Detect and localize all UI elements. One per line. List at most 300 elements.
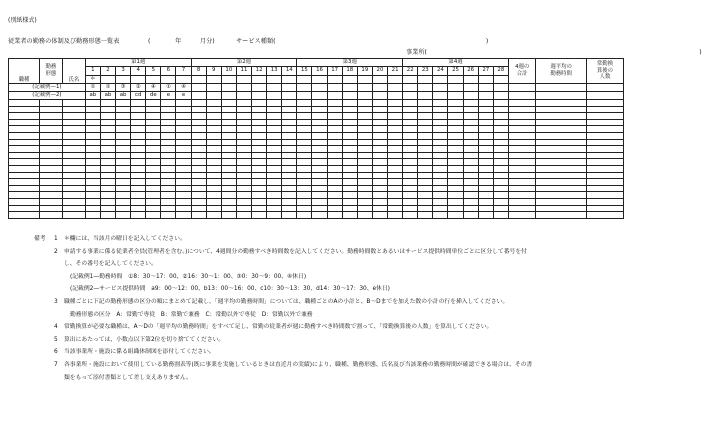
table-row	[9, 132, 624, 139]
shift-cell	[252, 152, 267, 159]
fte-cell	[586, 84, 623, 92]
shift-cell	[357, 106, 372, 113]
shift-cell	[478, 192, 493, 199]
shift-cell	[100, 126, 115, 133]
shift-cell	[100, 179, 115, 186]
shift-cell	[403, 106, 418, 113]
shift-cell	[388, 152, 403, 159]
shift-cell	[327, 113, 342, 120]
shift-cell	[403, 192, 418, 199]
weekly-avg-cell	[536, 205, 586, 212]
shift-cell	[100, 146, 115, 153]
day-of-week-cell	[236, 76, 251, 84]
shift-cell	[206, 132, 221, 139]
day-of-week-cell	[357, 76, 372, 84]
shift-cell	[327, 84, 342, 92]
shift-cell	[146, 106, 161, 113]
job-cell	[9, 146, 40, 153]
shift-cell: e	[161, 92, 176, 100]
shift-cell	[357, 165, 372, 172]
work-type-cell	[39, 159, 62, 166]
shift-cell	[116, 159, 131, 166]
day-number-19: 19	[357, 67, 372, 76]
shift-cell	[221, 179, 236, 186]
shift-cell	[448, 159, 463, 166]
shift-cell	[493, 159, 508, 166]
shift-cell	[282, 146, 297, 153]
note-line: し、その番号を記入してください。	[64, 261, 157, 268]
table-row	[9, 185, 624, 192]
weekly-avg-cell	[536, 198, 586, 205]
shift-cell	[131, 185, 146, 192]
day-number-2: 2	[100, 67, 115, 76]
shift-cell	[312, 159, 327, 166]
shift-cell	[236, 212, 251, 219]
table-row	[9, 165, 624, 172]
shift-cell	[146, 192, 161, 199]
day-number-23: 23	[418, 67, 433, 76]
week-header-2: 第2週	[191, 59, 297, 67]
job-cell	[9, 119, 40, 126]
shift-cell	[161, 198, 176, 205]
shift-cell	[493, 126, 508, 133]
shift-cell	[493, 198, 508, 205]
shift-cell	[297, 119, 312, 126]
shift-cell	[403, 185, 418, 192]
job-cell	[9, 212, 40, 219]
day-of-week-cell	[146, 76, 161, 84]
shift-cell	[252, 205, 267, 212]
shift-cell	[221, 119, 236, 126]
shift-cell	[312, 92, 327, 100]
week-header-4: 第4週	[403, 59, 509, 67]
day-number-22: 22	[403, 67, 418, 76]
shift-cell	[448, 205, 463, 212]
shift-cell	[282, 179, 297, 186]
shift-cell	[388, 198, 403, 205]
shift-cell	[357, 205, 372, 212]
day-number-20: 20	[372, 67, 387, 76]
shift-cell	[297, 179, 312, 186]
shift-cell	[372, 172, 387, 179]
work-type-cell	[39, 113, 62, 120]
day-number-25: 25	[448, 67, 463, 76]
day-number-11: 11	[236, 67, 251, 76]
total-cell	[508, 146, 536, 153]
shift-cell	[372, 205, 387, 212]
shift-cell: ③	[116, 84, 131, 92]
shift-cell	[146, 119, 161, 126]
shift-cell	[478, 132, 493, 139]
shift-cell	[236, 139, 251, 146]
name-cell	[62, 126, 85, 133]
note-line: 常勤換算が必要な職種は、A～Dの「週平均の勤務時間」をすべて足し、常勤の従業者が週に勤務すべき時間数で割って、「常勤換算後の人数」を算出してください。	[64, 324, 493, 331]
table-row	[9, 126, 624, 133]
fte-cell	[586, 192, 623, 199]
shift-cell	[116, 126, 131, 133]
shift-cell	[267, 205, 282, 212]
shift-cell	[131, 172, 146, 179]
note-line: 職種ごとに下記の勤務形態の区分の順にまとめて記載し、「週平均の勤務時間」については、職種ごとのAの小計と、B～Dまでを加えた数の小計の行を挿入してください。	[64, 299, 509, 305]
shift-cell	[418, 165, 433, 172]
shift-cell	[161, 159, 176, 166]
shift-cell	[146, 152, 161, 159]
shift-cell	[297, 212, 312, 219]
shift-cell	[463, 146, 478, 153]
shift-cell	[176, 139, 191, 146]
work-type-cell	[39, 126, 62, 133]
job-cell	[9, 152, 40, 159]
shift-cell	[221, 146, 236, 153]
shift-cell	[327, 146, 342, 153]
shift-cell	[342, 185, 357, 192]
shift-cell	[312, 185, 327, 192]
shift-cell	[252, 172, 267, 179]
shift-cell	[403, 159, 418, 166]
table-row	[9, 119, 624, 126]
shift-cell	[100, 106, 115, 113]
day-number-21: 21	[388, 67, 403, 76]
shift-cell	[403, 165, 418, 172]
total-cell	[508, 92, 536, 100]
shift-cell	[433, 106, 448, 113]
shift-cell	[493, 106, 508, 113]
shift-cell	[327, 159, 342, 166]
total-cell	[508, 100, 536, 107]
shift-cell	[85, 113, 100, 120]
job-cell	[9, 165, 40, 172]
shift-cell	[478, 139, 493, 146]
shift-cell	[448, 165, 463, 172]
shift-cell	[403, 100, 418, 107]
table-row	[9, 113, 624, 120]
shift-cell	[221, 100, 236, 107]
shift-cell	[327, 119, 342, 126]
shift-cell	[372, 146, 387, 153]
shift-cell	[357, 198, 372, 205]
shift-cell	[342, 84, 357, 92]
total-cell	[508, 113, 536, 120]
weekly-avg-cell	[536, 192, 586, 199]
weekly-avg-cell	[536, 152, 586, 159]
shift-cell	[116, 172, 131, 179]
shift-cell	[206, 139, 221, 146]
work-type-cell	[39, 192, 62, 199]
shift-cell	[146, 126, 161, 133]
work-type-cell	[39, 172, 62, 179]
shift-cell	[357, 100, 372, 107]
shift-cell	[221, 212, 236, 219]
total-cell	[508, 132, 536, 139]
shift-cell	[191, 146, 206, 153]
shift-cell	[478, 100, 493, 107]
weekly-avg-cell	[536, 92, 586, 100]
table-row	[9, 159, 624, 166]
weekly-avg-cell	[536, 113, 586, 120]
shift-cell	[433, 84, 448, 92]
shift-cell	[100, 113, 115, 120]
shift-cell	[327, 212, 342, 219]
shift-cell	[282, 172, 297, 179]
shift-cell	[116, 139, 131, 146]
day-number-10: 10	[221, 67, 236, 76]
shift-cell	[161, 119, 176, 126]
day-of-week-cell	[342, 76, 357, 84]
day-of-week-cell	[282, 76, 297, 84]
job-cell	[9, 192, 40, 199]
shift-cell	[146, 205, 161, 212]
note-number: 7	[54, 362, 58, 368]
shift-cell	[161, 179, 176, 186]
shift-cell	[433, 172, 448, 179]
fte-cell	[586, 159, 623, 166]
shift-cell	[206, 179, 221, 186]
shift-cell	[388, 179, 403, 186]
shift-cell	[418, 185, 433, 192]
shift-cell	[221, 192, 236, 199]
day-of-week-cell	[267, 76, 282, 84]
shift-cell	[478, 113, 493, 120]
shift-cell	[418, 172, 433, 179]
shift-cell	[388, 126, 403, 133]
shift-cell	[418, 113, 433, 120]
shift-cell	[342, 139, 357, 146]
shift-cell	[131, 100, 146, 107]
shift-cell	[463, 132, 478, 139]
shift-cell	[388, 106, 403, 113]
day-of-week-cell	[448, 76, 463, 84]
weekly-avg-cell	[536, 126, 586, 133]
shift-cell	[282, 159, 297, 166]
shift-cell	[176, 132, 191, 139]
shift-cell	[448, 192, 463, 199]
shift-cell	[206, 100, 221, 107]
shift-cell	[372, 92, 387, 100]
shift-cell	[176, 119, 191, 126]
shift-cell	[206, 126, 221, 133]
shift-cell	[448, 119, 463, 126]
shift-cell	[403, 179, 418, 186]
shift-cell	[85, 179, 100, 186]
col-header-work-type: 勤務 形態	[39, 59, 62, 84]
weekly-avg-cell	[536, 146, 586, 153]
form-title: 従業者の勤務の体制及び勤務形態一覧表	[8, 38, 120, 45]
shift-cell	[146, 212, 161, 219]
shift-cell	[493, 172, 508, 179]
shift-cell	[418, 146, 433, 153]
shift-cell	[85, 185, 100, 192]
shift-cell	[252, 212, 267, 219]
shift-cell: ①	[100, 84, 115, 92]
shift-cell	[191, 185, 206, 192]
shift-cell	[267, 100, 282, 107]
shift-cell	[206, 84, 221, 92]
shift-cell	[403, 139, 418, 146]
shift-cell	[191, 152, 206, 159]
shift-cell	[191, 192, 206, 199]
shift-cell	[478, 159, 493, 166]
shift-cell	[478, 152, 493, 159]
shift-cell	[403, 126, 418, 133]
shift-cell	[327, 132, 342, 139]
day-of-week-cell	[100, 76, 115, 84]
shift-cell	[463, 126, 478, 133]
shift-cell	[252, 159, 267, 166]
work-type-cell	[39, 179, 62, 186]
job-cell	[9, 179, 40, 186]
shift-cell	[252, 106, 267, 113]
shift-cell	[448, 212, 463, 219]
shift-cell	[327, 92, 342, 100]
shift-cell	[161, 100, 176, 107]
table-row	[9, 198, 624, 205]
shift-cell	[100, 205, 115, 212]
day-of-week-cell	[478, 76, 493, 84]
shift-cell	[236, 192, 251, 199]
shift-cell: cd	[131, 92, 146, 100]
shift-cell	[478, 126, 493, 133]
shift-cell: ②	[131, 84, 146, 92]
shift-cell	[357, 185, 372, 192]
shift-cell	[267, 132, 282, 139]
shift-cell	[206, 212, 221, 219]
shift-cell	[221, 139, 236, 146]
shift-cell	[236, 106, 251, 113]
shift-cell	[388, 132, 403, 139]
shift-cell	[146, 139, 161, 146]
shift-cell	[493, 212, 508, 219]
shift-cell	[342, 165, 357, 172]
shift-cell	[252, 113, 267, 120]
shift-cell	[176, 198, 191, 205]
shift-cell	[236, 119, 251, 126]
shift-cell	[236, 172, 251, 179]
shift-cell	[131, 113, 146, 120]
work-type-cell	[39, 152, 62, 159]
shift-cell	[116, 205, 131, 212]
table-row	[9, 106, 624, 113]
shift-cell	[388, 92, 403, 100]
day-number-3: 3	[116, 67, 131, 76]
shift-cell	[161, 172, 176, 179]
shift-cell	[478, 84, 493, 92]
shift-cell	[312, 165, 327, 172]
shift-cell	[176, 100, 191, 107]
year-month-field: ( 年 月分)	[148, 38, 215, 45]
shift-cell	[403, 92, 418, 100]
shift-cell	[131, 165, 146, 172]
shift-cell	[418, 139, 433, 146]
shift-cell	[221, 84, 236, 92]
shift-cell	[146, 165, 161, 172]
shift-cell	[357, 119, 372, 126]
shift-cell	[372, 100, 387, 107]
shift-cell	[131, 146, 146, 153]
shift-cell	[312, 152, 327, 159]
shift-cell	[372, 165, 387, 172]
shift-cell	[85, 139, 100, 146]
shift-cell	[388, 84, 403, 92]
work-type-cell	[39, 198, 62, 205]
shift-cell	[236, 152, 251, 159]
shift-cell	[176, 152, 191, 159]
day-of-week-cell	[312, 76, 327, 84]
shift-cell	[372, 212, 387, 219]
shift-cell	[191, 172, 206, 179]
shift-cell	[176, 179, 191, 186]
shift-cell	[161, 192, 176, 199]
total-cell	[508, 119, 536, 126]
shift-cell	[433, 146, 448, 153]
shift-cell	[236, 84, 251, 92]
col-header-fte: 常勤換 算後の 人数	[586, 59, 623, 84]
shift-cell	[206, 159, 221, 166]
name-cell	[62, 198, 85, 205]
shift-cell	[206, 172, 221, 179]
shift-cell	[161, 139, 176, 146]
shift-cell	[418, 192, 433, 199]
work-type-cell	[39, 106, 62, 113]
shift-cell	[463, 100, 478, 107]
shift-cell	[433, 212, 448, 219]
shift-cell: ④	[176, 84, 191, 92]
job-cell	[9, 139, 40, 146]
name-cell	[62, 172, 85, 179]
shift-cell	[418, 205, 433, 212]
shift-cell	[372, 198, 387, 205]
shift-cell	[131, 132, 146, 139]
shift-cell	[357, 132, 372, 139]
shift-cell	[357, 139, 372, 146]
shift-cell	[448, 132, 463, 139]
total-cell	[508, 84, 536, 92]
shift-cell	[267, 179, 282, 186]
day-of-week-cell	[388, 76, 403, 84]
total-cell	[508, 152, 536, 159]
shift-cell	[388, 192, 403, 199]
shift-cell	[418, 126, 433, 133]
shift-cell	[312, 106, 327, 113]
day-number-15: 15	[297, 67, 312, 76]
shift-cell	[312, 198, 327, 205]
shift-cell	[252, 92, 267, 100]
fte-cell	[586, 165, 623, 172]
shift-cell	[252, 100, 267, 107]
shift-cell	[146, 198, 161, 205]
shift-cell	[297, 185, 312, 192]
day-of-week-cell	[403, 76, 418, 84]
shift-cell	[85, 119, 100, 126]
table-row	[9, 212, 624, 219]
shift-cell: e	[176, 92, 191, 100]
job-cell	[9, 106, 40, 113]
shift-cell	[267, 126, 282, 133]
shift-cell	[116, 100, 131, 107]
shift-cell	[342, 146, 357, 153]
shift-cell	[252, 198, 267, 205]
shift-cell	[342, 132, 357, 139]
day-number-6: 6	[161, 67, 176, 76]
day-number-18: 18	[342, 67, 357, 76]
shift-cell	[493, 205, 508, 212]
total-cell	[508, 198, 536, 205]
shift-cell	[433, 132, 448, 139]
shift-cell	[388, 146, 403, 153]
total-cell	[508, 172, 536, 179]
day-number-27: 27	[478, 67, 493, 76]
shift-cell	[252, 119, 267, 126]
note-number: 3	[54, 299, 58, 305]
